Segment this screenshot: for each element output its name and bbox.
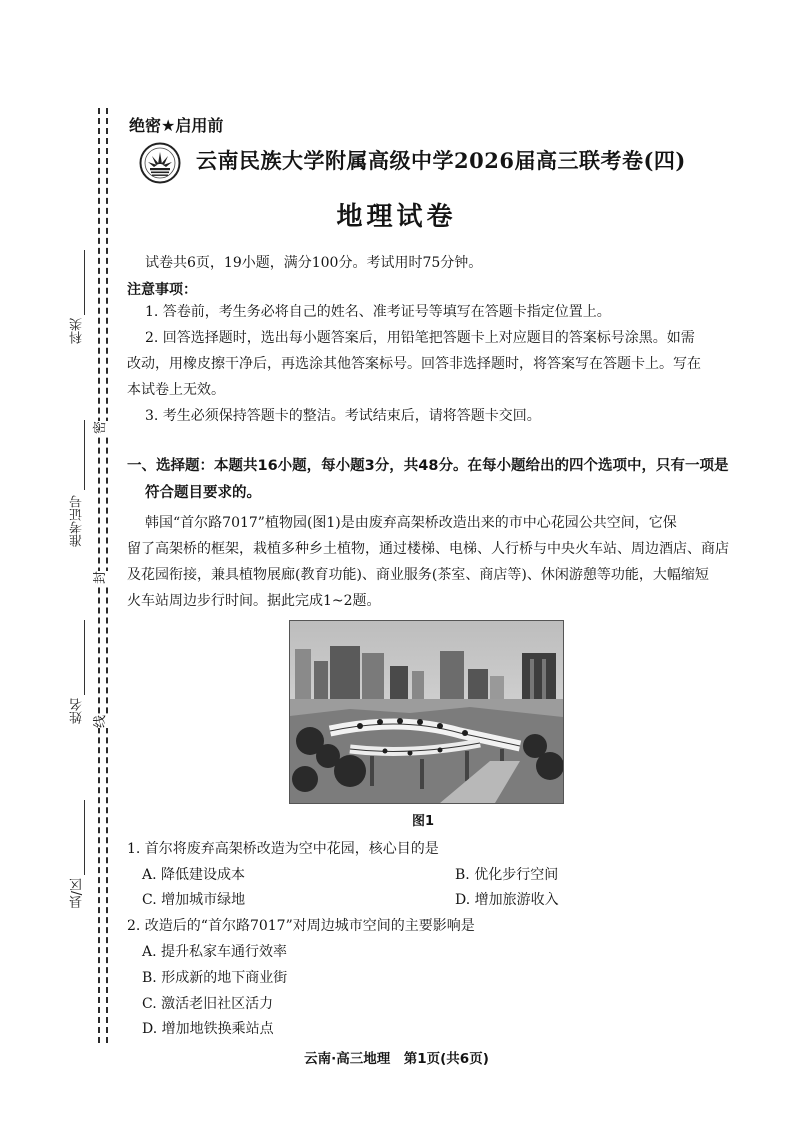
passage-line: 及花园衔接，兼具植物展廊(教育功能)、商业服务(茶室、商店等)、休闲游憩等功能，大幅缩短 (127, 567, 709, 583)
exam-intro: 试卷共6页，19小题，满分100分。考试用时75分钟。 (145, 255, 483, 271)
question-1-option-d: D. 增加旅游收入 (455, 892, 559, 908)
subject-label: 科类 (70, 318, 85, 344)
name-label: 姓名 (70, 698, 85, 724)
confidential-mark: 绝密★启用前 (129, 116, 224, 135)
school-exam-title: 云南民族大学附属高级中学2026届高三联考卷(四) (196, 148, 686, 173)
section-heading: 一、选择题：本题共16小题，每小题3分，共48分。在每小题给出的四个选项中，只有一项是 (127, 458, 729, 474)
exam-no-blank-line (84, 420, 85, 490)
exam-no-label: 准考证号 (70, 495, 85, 547)
question-2-stem: 2. 改造后的“首尔路7017”对周边城市空间的主要影响是 (127, 918, 475, 934)
district-blank-line (84, 800, 85, 875)
subject-title: 地理试卷 (336, 202, 457, 232)
section-heading-cont: 符合题目要求的。 (145, 485, 261, 501)
notes-heading: 注意事项： (127, 282, 197, 298)
cut-char-line: 线 (87, 715, 110, 728)
page-footer: 云南·高三地理 第1页(共6页) (304, 1051, 489, 1067)
passage-line: 留了高架桥的框架，栽植多种乡土植物，通过楼梯、电梯、人行桥与中央火车站、周边酒店、商店 (127, 541, 729, 557)
passage-line: 韩国“首尔路7017”植物园(图1)是由废弃高架桥改造出来的市中心花园公共空间，它保 (145, 515, 677, 531)
note-item: 3. 考生必须保持答题卡的整洁。考试结束后，请将答题卡交回。 (145, 408, 541, 424)
note-item: 本试卷上无效。 (127, 382, 225, 398)
note-item: 2. 回答选择题时，选出每小题答案后，用铅笔把答题卡上对应题目的答案标号涂黑。如需 (145, 330, 695, 346)
figure-caption: 图1 (412, 814, 435, 829)
question-2-option-d: D. 增加地铁换乘站点 (142, 1021, 274, 1037)
question-2-option-c: C. 激活老旧社区活力 (142, 996, 274, 1012)
note-item: 改动，用橡皮擦干净后，再选涂其他答案标号。回答非选择题时，将答案写在答题卡上。写在 (127, 356, 701, 372)
name-blank-line (84, 620, 85, 695)
district-label: 县/区 (70, 878, 85, 909)
question-1-stem: 1. 首尔将废弃高架桥改造为空中花园，核心目的是 (127, 841, 439, 857)
note-item: 1. 答卷前，考生务必将自己的姓名、准考证号等填写在答题卡指定位置上。 (145, 304, 611, 320)
cut-char-seal: 密 (87, 421, 110, 434)
question-2-option-a: A. 提升私家车通行效率 (142, 944, 288, 960)
figure-1-photo (289, 620, 564, 804)
subject-blank-line (84, 250, 85, 315)
question-2-option-b: B. 形成新的地下商业街 (142, 970, 288, 986)
question-1-option-c: C. 增加城市绿地 (142, 892, 246, 908)
question-1-option-b: B. 优化步行空间 (455, 867, 559, 883)
school-logo-icon (139, 142, 181, 184)
passage-line: 火车站周边步行时间。据此完成1~2题。 (127, 593, 381, 609)
cut-char-envelope: 封 (87, 571, 110, 584)
question-1-option-a: A. 降低建设成本 (142, 867, 246, 883)
